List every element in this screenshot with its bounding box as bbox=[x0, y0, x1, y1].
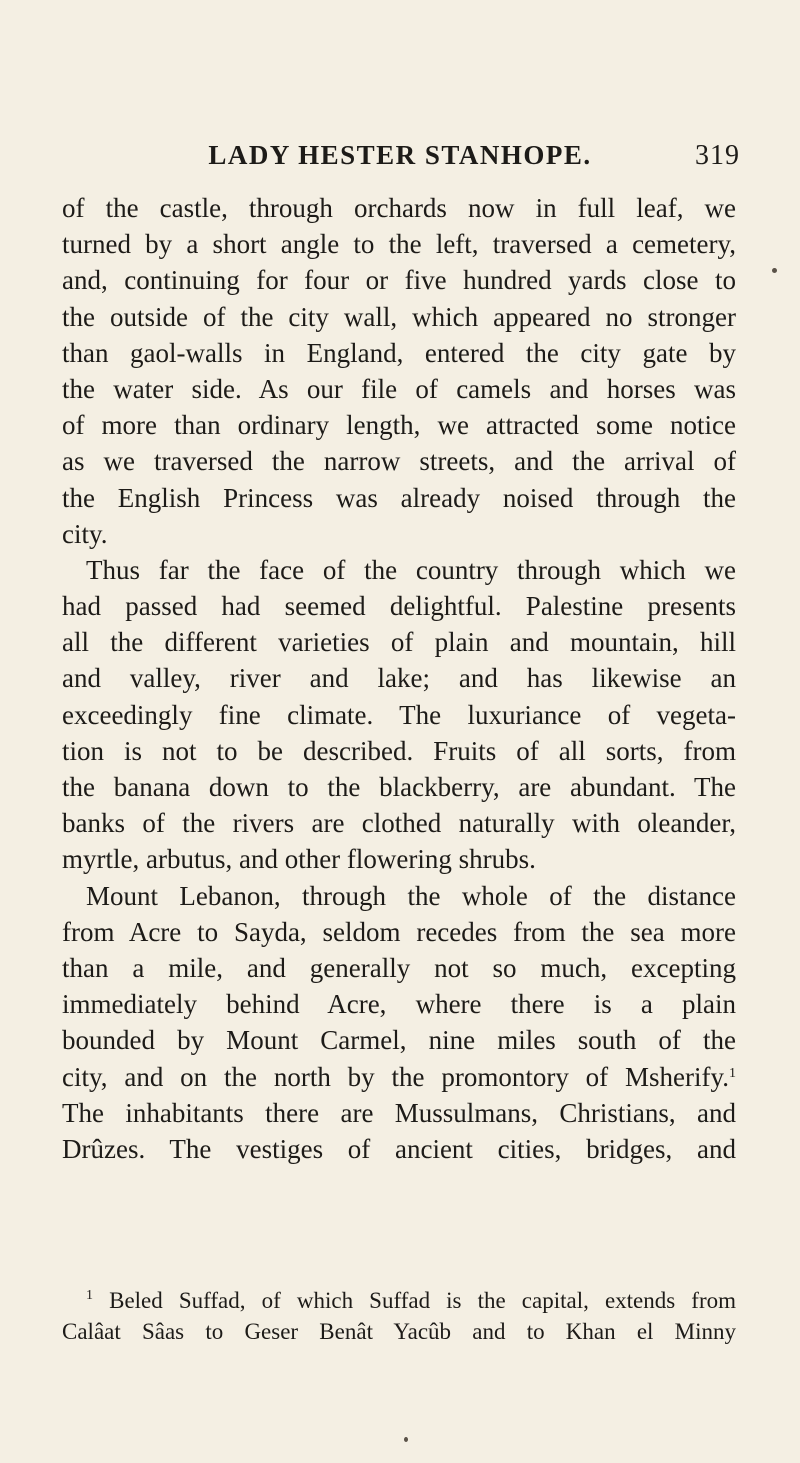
text-line: Drûzes. The vestiges of ancient cities, bridges, and bbox=[62, 1133, 736, 1164]
text-line: the water side. As our file of camels and horses was bbox=[62, 373, 736, 404]
text-line: The inhabitants there are Mussulmans, Christians, and bbox=[62, 1097, 736, 1128]
text-line: banks of the rivers are clothed naturally with oleander, bbox=[62, 808, 736, 839]
text-line: the English Princess was already noised through the bbox=[62, 482, 736, 513]
text-line-content: city, and on the north by the promontory of Msherify. bbox=[62, 1061, 729, 1092]
text-line: as we traversed the narrow streets, and the arrival of bbox=[62, 446, 736, 477]
text-line-with-note bbox=[62, 1059, 736, 1095]
page-number: 319 bbox=[695, 140, 740, 171]
running-title: LADY HESTER STANHOPE. bbox=[208, 140, 592, 170]
text-line: myrtle, arbutus, and other flowering shrubs. bbox=[62, 844, 536, 875]
footnote-text: Beled Suffad, of which Suffad is the capital, extends from bbox=[109, 1288, 737, 1313]
text-line: Thus far the face of the country through which we bbox=[86, 554, 736, 585]
text-line: from Acre to Sayda, seldom recedes from the sea more bbox=[62, 916, 736, 947]
footnote-line: Calâat Sâas to Geser Benât Yacûb and to Khan el Minny bbox=[62, 1319, 736, 1344]
text-line: of the castle, through orchards now in full leaf, we bbox=[62, 193, 736, 223]
footnote bbox=[62, 1285, 736, 1347]
print-speck bbox=[404, 1437, 408, 1442]
text-line: and, continuing for four or five hundred yards close to bbox=[62, 265, 736, 296]
text-line: the banana down to the blackberry, are abundant. The bbox=[62, 772, 736, 802]
body-text bbox=[62, 190, 736, 1167]
text-line: had passed had seemed delightful. Palestine presents bbox=[62, 591, 736, 622]
text-line: immediately behind Acre, where there is a plain bbox=[62, 989, 736, 1020]
text-line: exceedingly fine climate. The luxuriance of vegeta- bbox=[62, 699, 736, 730]
print-speck bbox=[772, 268, 777, 273]
page-header bbox=[60, 140, 740, 176]
text-line: city. bbox=[62, 518, 108, 549]
text-line: all the different varieties of plain and mountain, hill bbox=[62, 627, 736, 658]
text-line: than a mile, and generally not so much, excepting bbox=[62, 952, 736, 983]
text-line: and valley, river and lake; and has likewise an bbox=[62, 663, 736, 694]
text-line: tion is not to be described. Fruits of all sorts, from bbox=[62, 735, 736, 766]
footnote-line bbox=[62, 1285, 736, 1316]
footnote-marker: 1 bbox=[86, 1288, 93, 1303]
text-line: of more than ordinary length, we attracted some notice bbox=[62, 410, 736, 441]
text-line: Mount Lebanon, through the whole of the distance bbox=[86, 880, 736, 911]
footnote-reference: 1 bbox=[729, 1065, 736, 1081]
text-line: bounded by Mount Carmel, nine miles south of the bbox=[62, 1025, 736, 1056]
text-line: the outside of the city wall, which appeared no stronger bbox=[62, 301, 736, 332]
text-line: turned by a short angle to the left, traversed a cemetery, bbox=[62, 229, 736, 260]
text-line: than gaol-walls in England, entered the city gate by bbox=[62, 337, 736, 368]
